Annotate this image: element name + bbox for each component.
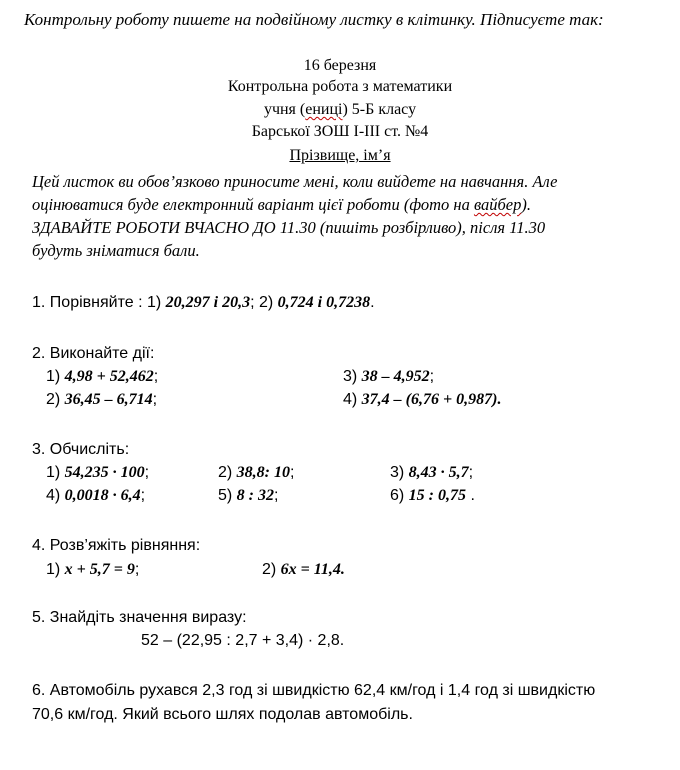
task-6-line-1: 6. Автомобіль рухався 2,3 год зі швидкістю 62,4 км/год і 1,4 год зі швидкістю: [32, 682, 596, 699]
task-3-item-6: 6) 15 : 0,75 .: [390, 487, 475, 504]
task-3-item-4: 4) 0,0018 · 6,4;: [46, 487, 146, 504]
task-6-line-2: 70,6 км/год. Який всього шлях подолав автомобіль.: [32, 706, 413, 723]
task-4-label: 4. Розв’яжіть рівняння:: [32, 537, 201, 554]
note-line-4: будуть зніматися бали.: [32, 241, 200, 260]
intro-instruction: Контрольну роботу пишете на подвійному листку в клітинку. Підписуєте так:: [24, 10, 604, 29]
task-3-label: 3. Обчисліть:: [32, 441, 130, 458]
task-4-equation-1: 1) x + 5,7 = 9;: [46, 561, 140, 578]
task-2-item-3: 3) 38 – 4,952;: [343, 368, 435, 385]
task-2-label: 2. Виконайте дії:: [32, 345, 155, 362]
note-line-2: оцінюватися буде електронний варіант цієї роботи (фото на вайбер).: [32, 195, 531, 214]
task-5-label: 5. Знайдіть значення виразу:: [32, 609, 247, 626]
task-3-item-2: 2) 38,8: 10;: [218, 464, 295, 481]
header-title: Контрольна робота з математики: [227, 78, 453, 95]
note-line-1: Цей листок ви обов’язково приносите мені, коли вийдете на навчання. Але: [32, 172, 558, 191]
spell-flag-word: ениці: [305, 101, 343, 118]
task-4-equation-2: 2) 6x = 11,4.: [262, 561, 345, 578]
task-3-item-5: 5) 8 : 32;: [218, 487, 279, 504]
task-3-item-1: 1) 54,235 · 100;: [46, 464, 150, 481]
note-line-3: ЗДАВАЙТЕ РОБОТИ ВЧАСНО ДО 11.30 (пишіть розбірливо), після 11.30: [32, 218, 546, 237]
task-3-item-3: 3) 8,43 · 5,7;: [390, 464, 474, 481]
spell-flag-viber: вайбер: [473, 195, 522, 214]
task-2-item-4: 4) 37,4 – (6,76 + 0,987).: [343, 391, 502, 408]
header-school: Барської ЗОШ І-ІІІ ст. №4: [251, 123, 429, 140]
task-2-item-1: 1) 4,98 + 52,462;: [46, 368, 159, 385]
header-date: 16 березня: [303, 57, 377, 74]
task-2-item-2: 2) 36,45 – 6,714;: [46, 391, 158, 408]
header-student: учня (ениці) 5-Б класу: [263, 101, 417, 118]
header-name-line: Прізвище, ім’я: [289, 147, 391, 164]
task-5-expression: 52 – (22,95 : 2,7 + 3,4) · 2,8.: [141, 632, 345, 649]
task-1: 1. Порівняйте : 1) 20,297 і 20,3; 2) 0,724 і 0,7238.: [32, 294, 375, 311]
